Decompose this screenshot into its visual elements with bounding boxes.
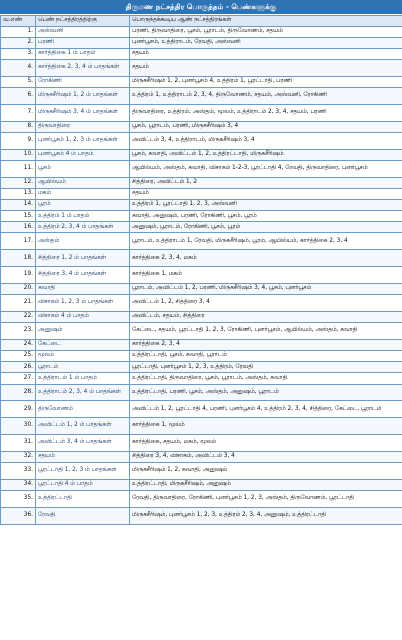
row-serial-number: 18. <box>1 250 36 267</box>
row-serial-number: 11. <box>1 161 36 178</box>
female-star-cell: பூராடம் <box>36 362 130 373</box>
table-row <box>1 435 402 452</box>
table-header-row <box>1 16 402 27</box>
row-serial-number: 5. <box>1 77 36 88</box>
female-star-cell: பூரட்டாதி 1, 2, 3 ம் பாதங்கள் <box>36 463 130 480</box>
female-star-cell: உத்திரம் 1 ம் பாதம் <box>36 211 130 222</box>
male-stars-cell: மிருகசீரிஷம் 1, 2, புனர்பூசம் 4, உத்திரம் 1, பூரட்டாதி, பரணி <box>130 77 402 88</box>
table-row <box>1 222 402 233</box>
row-serial-number: 15. <box>1 211 36 222</box>
table-row <box>1 49 402 60</box>
row-serial-number: 35. <box>1 491 36 508</box>
female-star-cell: அஸ்வனி <box>36 27 130 38</box>
male-stars-cell: ரேவதி, திருவாதிரை, ரோகிணி, புனர்பூசம் 1, 2, 3, அஸ்தம், திருவோணம், பூரட்டாதி <box>130 491 402 508</box>
table-row <box>1 351 402 362</box>
table-row <box>1 491 402 508</box>
row-serial-number: 30. <box>1 418 36 435</box>
row-serial-number: 7. <box>1 105 36 122</box>
table-row <box>1 267 402 284</box>
table-row <box>1 480 402 491</box>
female-star-cell: மிருகசீரிஷம் 3, 4 ம் பாதங்கள் <box>36 105 130 122</box>
table-row <box>1 27 402 38</box>
male-stars-cell: பரணி, திருவாதிரை, பூசம், பூராடம், திருவோணம், சதயம் <box>130 27 402 38</box>
table-row <box>1 250 402 267</box>
male-stars-cell: கேட்டை, சதயம், பூரட்டாதி 1, 2, 3, ரோகிணி, புனர்பூசம், ஆயில்யம், அஸ்தம், சுவாதி <box>130 323 402 340</box>
row-serial-number: 36. <box>1 508 36 525</box>
row-serial-number: 16. <box>1 222 36 233</box>
male-stars-cell: கார்த்திகை 1, மூலம் <box>130 418 402 435</box>
row-serial-number: 9. <box>1 133 36 150</box>
male-stars-cell: அனுஷம், பூராடம், ரோகிணி, பூசம், பூரம் <box>130 222 402 233</box>
female-star-cell: ஆயில்யம் <box>36 178 130 189</box>
row-serial-number: 20. <box>1 284 36 295</box>
table-row <box>1 105 402 122</box>
female-star-cell: அனுஷம் <box>36 323 130 340</box>
female-star-cell: அவிட்டம் 3, 4 ம் பாதங்கள் <box>36 435 130 452</box>
male-stars-cell: பூராடம், அவிட்டம் 1, 2, பரணி, மிருகசீரிஷம் 3, 4, பூசம், புனர்பூசம் <box>130 284 402 295</box>
male-stars-cell: சதயம் <box>130 49 402 60</box>
row-serial-number: 3. <box>1 49 36 60</box>
table-row <box>1 452 402 463</box>
male-stars-cell: சுவாதி, அனுஷம், பரணி, ரோகிணி, பூசம், பூரம் <box>130 211 402 222</box>
female-star-cell: உத்திராடம் 2, 3, 4 ம் பாதங்கள் <box>36 384 130 401</box>
male-stars-cell: திருவாதிரை, உத்திரம், அஸ்தம், மூலம், உத்திராடம் 2, 3, 4, சதயம், பரணி <box>130 105 402 122</box>
female-star-cell: விசாகம் 4 ம் பாதம் <box>36 312 130 323</box>
male-stars-cell: மிருகசீரிஷம் 1, 2, சுவாதி, அனுஷம் <box>130 463 402 480</box>
female-star-cell: சுவாதி <box>36 284 130 295</box>
row-serial-number: 1. <box>1 27 36 38</box>
table-row <box>1 77 402 88</box>
female-star-cell: புனர்பூசம் 4 ம் பாதம் <box>36 150 130 161</box>
male-stars-cell: அவிட்டம் 1, 2, சித்திரை 3, 4 <box>130 295 402 312</box>
table-row <box>1 60 402 77</box>
female-star-cell: கார்த்திகை 2, 3, 4 ம் பாதங்கள் <box>36 60 130 77</box>
row-serial-number: 13. <box>1 189 36 200</box>
table-row <box>1 88 402 105</box>
female-star-cell: அஸ்தம் <box>36 233 130 250</box>
header-serial-number: வ.எண் <box>1 16 36 27</box>
table-row <box>1 150 402 161</box>
row-serial-number: 10. <box>1 150 36 161</box>
male-stars-cell: உத்திரம் 1, உத்திராடம் 2, 3, 4, திருவோணம், சதயம், அஸ்வனி, ரோகிணி <box>130 88 402 105</box>
female-star-cell: உத்திரட்டாதி <box>36 491 130 508</box>
row-serial-number: 27. <box>1 373 36 384</box>
header-female-star: பெண் நட்சத்திரத்திற்கு <box>36 16 130 27</box>
table-row <box>1 401 402 418</box>
male-stars-cell: உத்திரட்டாதி, பூசம், சுவாதி, பூராடம் <box>130 351 402 362</box>
table-row <box>1 233 402 250</box>
row-serial-number: 25. <box>1 351 36 362</box>
male-stars-cell: சதயம் <box>130 60 402 77</box>
row-serial-number: 29. <box>1 401 36 418</box>
female-star-cell: மகம் <box>36 189 130 200</box>
row-serial-number: 6. <box>1 88 36 105</box>
table-row <box>1 295 402 312</box>
row-serial-number: 4. <box>1 60 36 77</box>
female-star-cell: திருவாதிரை <box>36 122 130 133</box>
row-serial-number: 33. <box>1 463 36 480</box>
male-stars-cell: கார்த்திகை 2, 3, 4 <box>130 340 402 351</box>
female-star-cell: அவிட்டம் 1, 2 ம் பாதங்கள் <box>36 418 130 435</box>
table-row <box>1 323 402 340</box>
male-stars-cell: அவிட்டம் 1, 2, பூரட்டாதி 4, பரணி, புனர்பூசம் 4, உத்திரம் 2, 3, 4, சித்திரை, கேட்டை, பூராடம் <box>130 401 402 418</box>
table-row <box>1 38 402 49</box>
male-stars-cell: கார்த்திகை, சதயம், மகம், மூலம் <box>130 435 402 452</box>
row-serial-number: 19. <box>1 267 36 284</box>
row-serial-number: 2. <box>1 38 36 49</box>
compatibility-table <box>0 15 402 525</box>
male-stars-cell: பூசம், சுவாதி, அவிட்டம் 1, 2, உத்திரட்டாதி, மிருகசீரிஷம் <box>130 150 402 161</box>
female-star-cell: கேட்டை <box>36 340 130 351</box>
male-stars-cell: கார்த்திகை 1, மகம் <box>130 267 402 284</box>
header-male-stars: பொருந்தக்கூடிய ஆண் நட்சத்திரங்கள் <box>130 16 402 27</box>
table-row <box>1 418 402 435</box>
row-serial-number: 31. <box>1 435 36 452</box>
table-row <box>1 133 402 150</box>
table-row <box>1 340 402 351</box>
row-serial-number: 26. <box>1 362 36 373</box>
row-serial-number: 22. <box>1 312 36 323</box>
table-row <box>1 211 402 222</box>
row-serial-number: 12. <box>1 178 36 189</box>
table-row <box>1 284 402 295</box>
male-stars-cell: பூசம், பூராடம், பரணி, மிருகசீரிஷம் 3, 4 <box>130 122 402 133</box>
female-star-cell: புனர்பூசம் 1, 2, 3 ம் பாதங்கள் <box>36 133 130 150</box>
female-star-cell: ரோகிணி <box>36 77 130 88</box>
table-row <box>1 161 402 178</box>
male-stars-cell: சித்திரை 3, 4, விசாகம், அவிட்டம் 3, 4 <box>130 452 402 463</box>
row-serial-number: 8. <box>1 122 36 133</box>
female-star-cell: திருவோணம் <box>36 401 130 418</box>
female-star-cell: பூரட்டாதி 4 ம் பாதம் <box>36 480 130 491</box>
row-serial-number: 24. <box>1 340 36 351</box>
male-stars-cell: உத்திரட்டாதி, மிருகசீரிஷம், அனுஷம் <box>130 480 402 491</box>
male-stars-cell: உத்திரட்டாதி, பரணி, பூசம், அஸ்தம், அனுஷம், பூராடம் <box>130 384 402 401</box>
male-stars-cell: அவிட்டம், சதயம், சித்திரை <box>130 312 402 323</box>
female-star-cell: பூசம் <box>36 161 130 178</box>
female-star-cell: பரணி <box>36 38 130 49</box>
table-row <box>1 200 402 211</box>
row-serial-number: 17. <box>1 233 36 250</box>
table-row <box>1 508 402 525</box>
table-row <box>1 312 402 323</box>
female-star-cell: பூரம் <box>36 200 130 211</box>
row-serial-number: 21. <box>1 295 36 312</box>
male-stars-cell: சித்திரை, அவிட்டம் 1, 2 <box>130 178 402 189</box>
female-star-cell: உத்திராடம் 1 ம் பாதம் <box>36 373 130 384</box>
male-stars-cell: அவிட்டம் 3, 4, உத்திராடம், மிருகசீரிஷம் 3, 4 <box>130 133 402 150</box>
male-stars-cell: புனர்பூசம், உத்திராடம், ரேவதி, அஸ்வனி <box>130 38 402 49</box>
row-serial-number: 23. <box>1 323 36 340</box>
row-serial-number: 34. <box>1 480 36 491</box>
row-serial-number: 32. <box>1 452 36 463</box>
male-stars-cell: சதயம் <box>130 189 402 200</box>
male-stars-cell: மிருகசீரிஷம், புனர்பூசம் 1, 2, 3, உத்திரம் 2, 3, 4, அனுஷம், உத்திரட்டாதி <box>130 508 402 525</box>
male-stars-cell: பூராடம், உத்திராடம் 1, ரேவதி, மிருகசீரிஷம், பூரம், ஆயில்யம், கார்த்திகை 2, 3, 4 <box>130 233 402 250</box>
female-star-cell: ரேவதி <box>36 508 130 525</box>
page-title: திருமண நட்சத்திர பொருத்தம் - பெண்களுக்கு <box>0 0 402 14</box>
table-row <box>1 463 402 480</box>
table-row <box>1 178 402 189</box>
table-row <box>1 362 402 373</box>
female-star-cell: சதயம் <box>36 452 130 463</box>
table-row <box>1 189 402 200</box>
table-row <box>1 384 402 401</box>
female-star-cell: கார்த்திகை 1 ம் பாதம் <box>36 49 130 60</box>
female-star-cell: சித்திரை 1, 2 ம் பாதங்கள் <box>36 250 130 267</box>
female-star-cell: உத்திரம் 2, 3, 4 ம் பாதங்கள் <box>36 222 130 233</box>
male-stars-cell: கார்த்திகை 2, 3, 4, மகம் <box>130 250 402 267</box>
male-stars-cell: ஆயில்யம், அஸ்தம், சுவாதி, விசாகம் 1-2-3, பூரட்டாதி 4, ரேவதி, திருவாதிரை, புனர்பூசம் <box>130 161 402 178</box>
female-star-cell: மிருகசீரிஷம் 1, 2 ம் பாதங்கள் <box>36 88 130 105</box>
table-body <box>1 27 402 525</box>
female-star-cell: மூலம் <box>36 351 130 362</box>
row-serial-number: 14. <box>1 200 36 211</box>
table-row <box>1 122 402 133</box>
female-star-cell: சித்திரை 3, 4 ம் பாதங்கள் <box>36 267 130 284</box>
female-star-cell: விசாகம் 1, 2, 3 ம் பாதங்கள் <box>36 295 130 312</box>
male-stars-cell: உத்திரட்டாதி, திருவாதிரை, பூசம், பூராடம், அஸ்தம், சுவாதி <box>130 373 402 384</box>
row-serial-number: 28. <box>1 384 36 401</box>
table-row <box>1 373 402 384</box>
male-stars-cell: உத்திரம் 1, பூரட்டாதி 1, 2, 3, அஸ்வனி <box>130 200 402 211</box>
male-stars-cell: பூரட்டாதி, புனர்பூசம் 1, 2, 3, உத்திரம், ரேவதி <box>130 362 402 373</box>
